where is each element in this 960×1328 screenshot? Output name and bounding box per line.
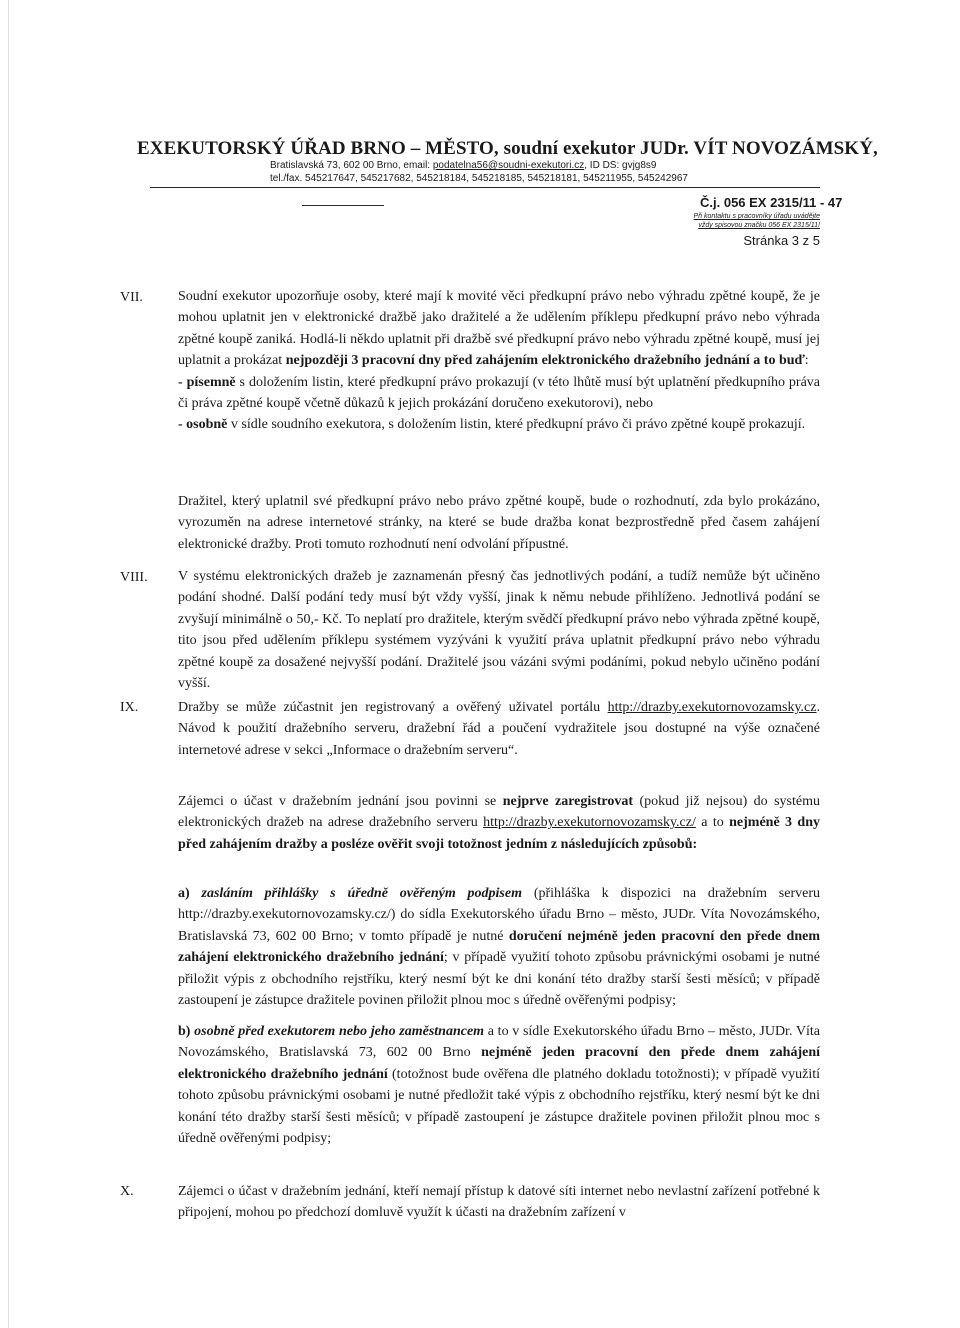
- section-number: VIII.: [120, 570, 148, 585]
- bold-italic-text: osobně před exekutorem nebo jeho zaměstnancem: [194, 1024, 485, 1039]
- paragraph: [178, 697, 820, 761]
- office-address: [270, 160, 657, 171]
- text: v sídle soudního exekutora, s doložením listin, které předkupní právo či právo zpětné koupě prokazují.: [227, 417, 806, 433]
- list-marker: b): [178, 1024, 195, 1039]
- text: a to: [695, 815, 730, 831]
- text: Zájemci o účast v dražebním jednání jsou povinni se: [178, 794, 503, 809]
- paragraph: Dražitel, který uplatnil své předkupní právo nebo právo zpětné koupě, bude o rozhodnutí, zda bylo prokázáno, vyrozuměn na adrese internetové stránky, na které se bude dražba konat bezprostředně před časem zahájení elektronické dražby. Proti tomuto rozhodnutí není odvolání přípustné.: [178, 494, 820, 552]
- bold-text: nejméně jeden pracovní den přede dnem zahájení elektronického dražebního jednání: [178, 1045, 821, 1082]
- server-link[interactable]: http://drazby.exekutornovozamsky.cz/: [483, 815, 696, 831]
- paragraph: [178, 791, 820, 855]
- bold-text: nejméně 3 dny před zahájením dražby a posléze ověřit svoji totožnost jedním z následujících způsobů:: [178, 815, 820, 852]
- short-divider: [302, 205, 384, 206]
- page-edge: [8, 0, 9, 1328]
- phone-numbers: tel./fax. 545217647, 545217682, 545218184, 545218185, 545218181, 545211955, 545242967: [270, 173, 688, 184]
- text: :: [804, 353, 809, 369]
- bold-text: - osobně: [178, 417, 228, 433]
- contact-note-line2: vždy spisovou značku 056 EX 2315/11!: [698, 222, 820, 229]
- case-number: Č.j. 056 EX 2315/11 - 47: [700, 195, 843, 210]
- bold-italic-text: zasláním přihlášky s úředně ověřeným podpisem: [201, 886, 522, 901]
- section-number: X.: [120, 1184, 134, 1199]
- bold-text: nejprve zaregistrovat: [502, 794, 634, 809]
- contact-note-line1: Při kontaktu s pracovníky úřadu uvádějte: [693, 213, 820, 220]
- bold-text: - písemně: [178, 374, 236, 390]
- paragraph: V systému elektronických dražeb je zaznamenán přesný čas jednotlivých podání, a tudíž nemůže být učiněno podání shodné. Další podání tedy musí být vždy vyšší, jinak k němu nebude přihlíženo. Jednotlivá podání se zvyšují minimálně o 50,- Kč. To neplatí pro dražitele, kterým svědčí předkupní právo nebo výhrada zpětné koupě, tito jsou před udělením příklepu systémem vyzýváni k využití práva uplatnit předkupní právo nebo výhradu zpětné koupě za dosažené nejvyšší podání. Dražitelé jsou vázáni svými podáními, pokud nebylo učiněno podání vyšší.: [178, 569, 820, 692]
- paragraph: [178, 286, 820, 436]
- paragraph: [178, 1021, 820, 1149]
- text: s doložením listin, které předkupní právo prokazují (v této lhůtě musí být uplatnění předkupního práva či práva zpětné koupě včetně důkazů k jejich prokázání doručeno exekutorovi), nebo: [178, 374, 820, 412]
- text: ; v případě využití tohoto způsobu právnickými osobami je nutné přiložit výpis z obchodního rejstříku, který nesmí být ke dni konání této dražby starší šesti měsíců; v případě zastoupení je zástupce dražitele povinen přiložit plnou moc s úředně ověřenými podpisy;: [178, 950, 820, 1009]
- header-divider: [150, 187, 820, 188]
- text: (totožnost bude ověřena dle platného dokladu totožnosti); v případě využití tohoto způsobu právnickými osobami je nutné předložit také výpis z obchodního rejstříku, který nesmí být ke dni konání této dražby starší šesti měsíců; v případě zastoupení je zástupce dražitele povinen přiložit plnou moc s úředně ověřenými podpisy;: [178, 1066, 821, 1147]
- section-number: VII.: [120, 290, 143, 305]
- page-number: Stránka 3 z 5: [743, 233, 820, 248]
- databox-id: , ID DS: gvjg8s9: [584, 160, 657, 171]
- office-title: EXEKUTORSKÝ ÚŘAD BRNO – MĚSTO, soudní exekutor JUDr. VÍT NOVOZÁMSKÝ,: [137, 138, 878, 159]
- text: Dražby se může zúčastnit jen registrovaný a ověřený uživatel portálu: [178, 700, 608, 715]
- email-link[interactable]: podatelna56@soudni-exekutori.cz: [432, 160, 585, 171]
- bold-text: doručení nejméně jeden pracovní den přede dnem zahájení elektronického dražebního jednání: [178, 928, 820, 966]
- portal-link[interactable]: http://drazby.exekutornovozamsky.cz: [607, 700, 817, 715]
- paragraph: [178, 883, 820, 1011]
- text: (pokud již nejsou) do systému elektronických dražeb na adrese dražebního serveru: [178, 794, 821, 831]
- text: Soudní exekutor upozorňuje osoby, které mají k movité věci předkupní právo nebo výhradu zpětné koupě, že je mohou uplatnit jen v elektronické dražbě jako dražitelé a že udělením příklepu předkupní právo nebo výhrada zpětné koupě zaniká. Hodlá-li někdo uplatnit při dražbě své předkupní právo nebo výhradu zpětné koupě, musí jej uplatnit a prokázat: [178, 289, 820, 369]
- address-text: Bratislavská 73, 602 00 Brno, email:: [270, 160, 433, 171]
- text: . Návod k použití dražebního serveru, dražební řád a poučení vydražitele jsou dostupné na výše označené internetové adrese v sekci „Informace o dražebním serveru“.: [178, 700, 820, 758]
- list-marker: a): [178, 886, 202, 901]
- text: a to v sídle Exekutorského úřadu Brno – město, JUDr. Víta Novozámského, Bratislavská 73, 602 00 Brno: [178, 1024, 820, 1061]
- section-number: IX.: [120, 700, 139, 715]
- paragraph: Zájemci o účast v dražebním jednání, kteří nemají přístup k datové síti internet nebo nevlastní zařízení potřebné k připojení, mohou po předchozí domluvě využít k účasti na dražebním zařízení v: [178, 1184, 820, 1221]
- bold-text: nejpozději 3 pracovní dny před zahájením elektronického dražebního jednání a to buď: [285, 353, 805, 369]
- text: (přihláška k dispozici na dražebním serveru http://drazby.exekutornovozamsky.cz/) do sídla Exekutorského úřadu Brno – město, JUDr. Víta Novozámského, Bratislavská 73, 602 00 Brno; v tomto případě je nutné: [178, 886, 820, 944]
